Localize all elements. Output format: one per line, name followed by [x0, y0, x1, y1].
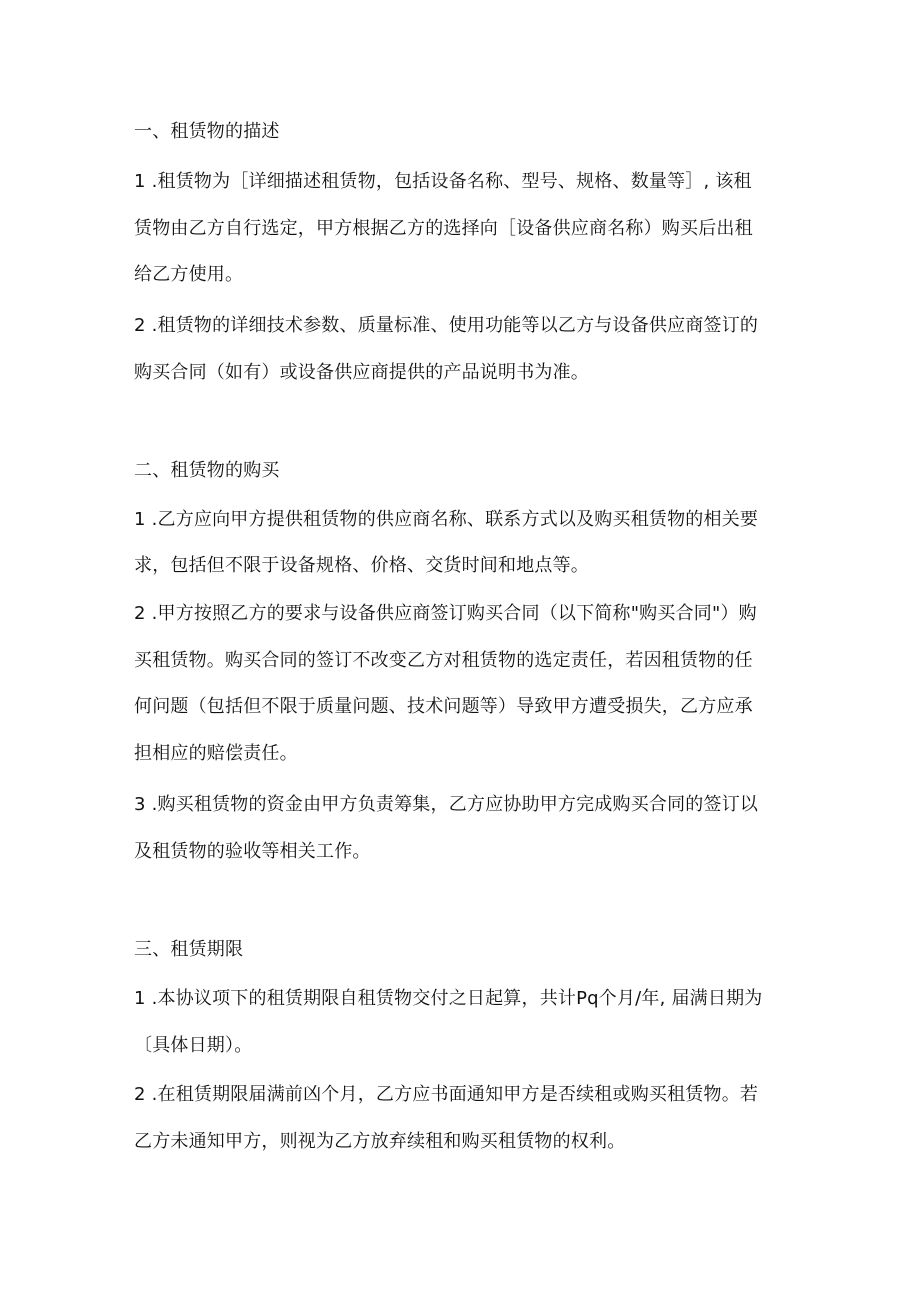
paragraph-line: 购买合同（如有）或设备供应商提供的产品说明书为准。 [134, 362, 589, 383]
paragraph-line: 1 .租赁物为［详细描述租赁物，包括设备名称、型号、规格、数量等］, 该租 [134, 171, 752, 192]
section-heading: 一、租赁物的描述 [134, 121, 280, 142]
paragraph-line: 2 .租赁物的详细技术参数、质量标准、使用功能等以乙方与设备供应商签订的 [134, 315, 759, 336]
paragraph-line: 给乙方使用。 [134, 264, 244, 285]
paragraph-line: 何问题（包括但不限于质量问题、技术问题等）导致甲方遭受损失，乙方应承 [134, 696, 753, 717]
paragraph-line: 2 .甲方按照乙方的要求与设备供应商签订购买合同（以下简称"购买合同"）购 [134, 603, 757, 624]
paragraph-line: 〔具体日期）。 [134, 1035, 253, 1056]
paragraph-line: 赁物由乙方自行选定，甲方根据乙方的选择向［设备供应商名称）购买后出租 [134, 218, 753, 239]
paragraph-line: 买租赁物。购买合同的签订不改变乙方对租赁物的选定责任，若因租赁物的任 [134, 650, 753, 671]
paragraph-line: 2 .在租赁期限届满前凶个月，乙方应书面通知甲方是否续租或购买租赁物。若 [134, 1084, 759, 1105]
paragraph-line: 乙方未通知甲方，则视为乙方放弃续租和购买租赁物的权利。 [134, 1131, 626, 1152]
paragraph-line: 求，包括但不限于设备规格、价格、交货时间和地点等。 [134, 555, 589, 576]
paragraph-line: 及租赁物的验收等相关工作。 [134, 841, 371, 862]
paragraph-line: 1 .本协议项下的租赁期限自租赁物交付之日起算，共计Pq个月/年, 届满日期为 [134, 988, 763, 1009]
section-heading: 三、租赁期限 [134, 939, 244, 960]
paragraph-line: 担相应的赔偿责任。 [134, 743, 298, 764]
paragraph-line: 1 .乙方应向甲方提供租赁物的供应商名称、联系方式以及购买租赁物的相关要 [134, 509, 759, 530]
section-heading: 二、租赁物的购买 [134, 460, 280, 481]
paragraph-line: 3 .购买租赁物的资金由甲方负责筹集，乙方应协助甲方完成购买合同的签订以 [134, 794, 759, 815]
